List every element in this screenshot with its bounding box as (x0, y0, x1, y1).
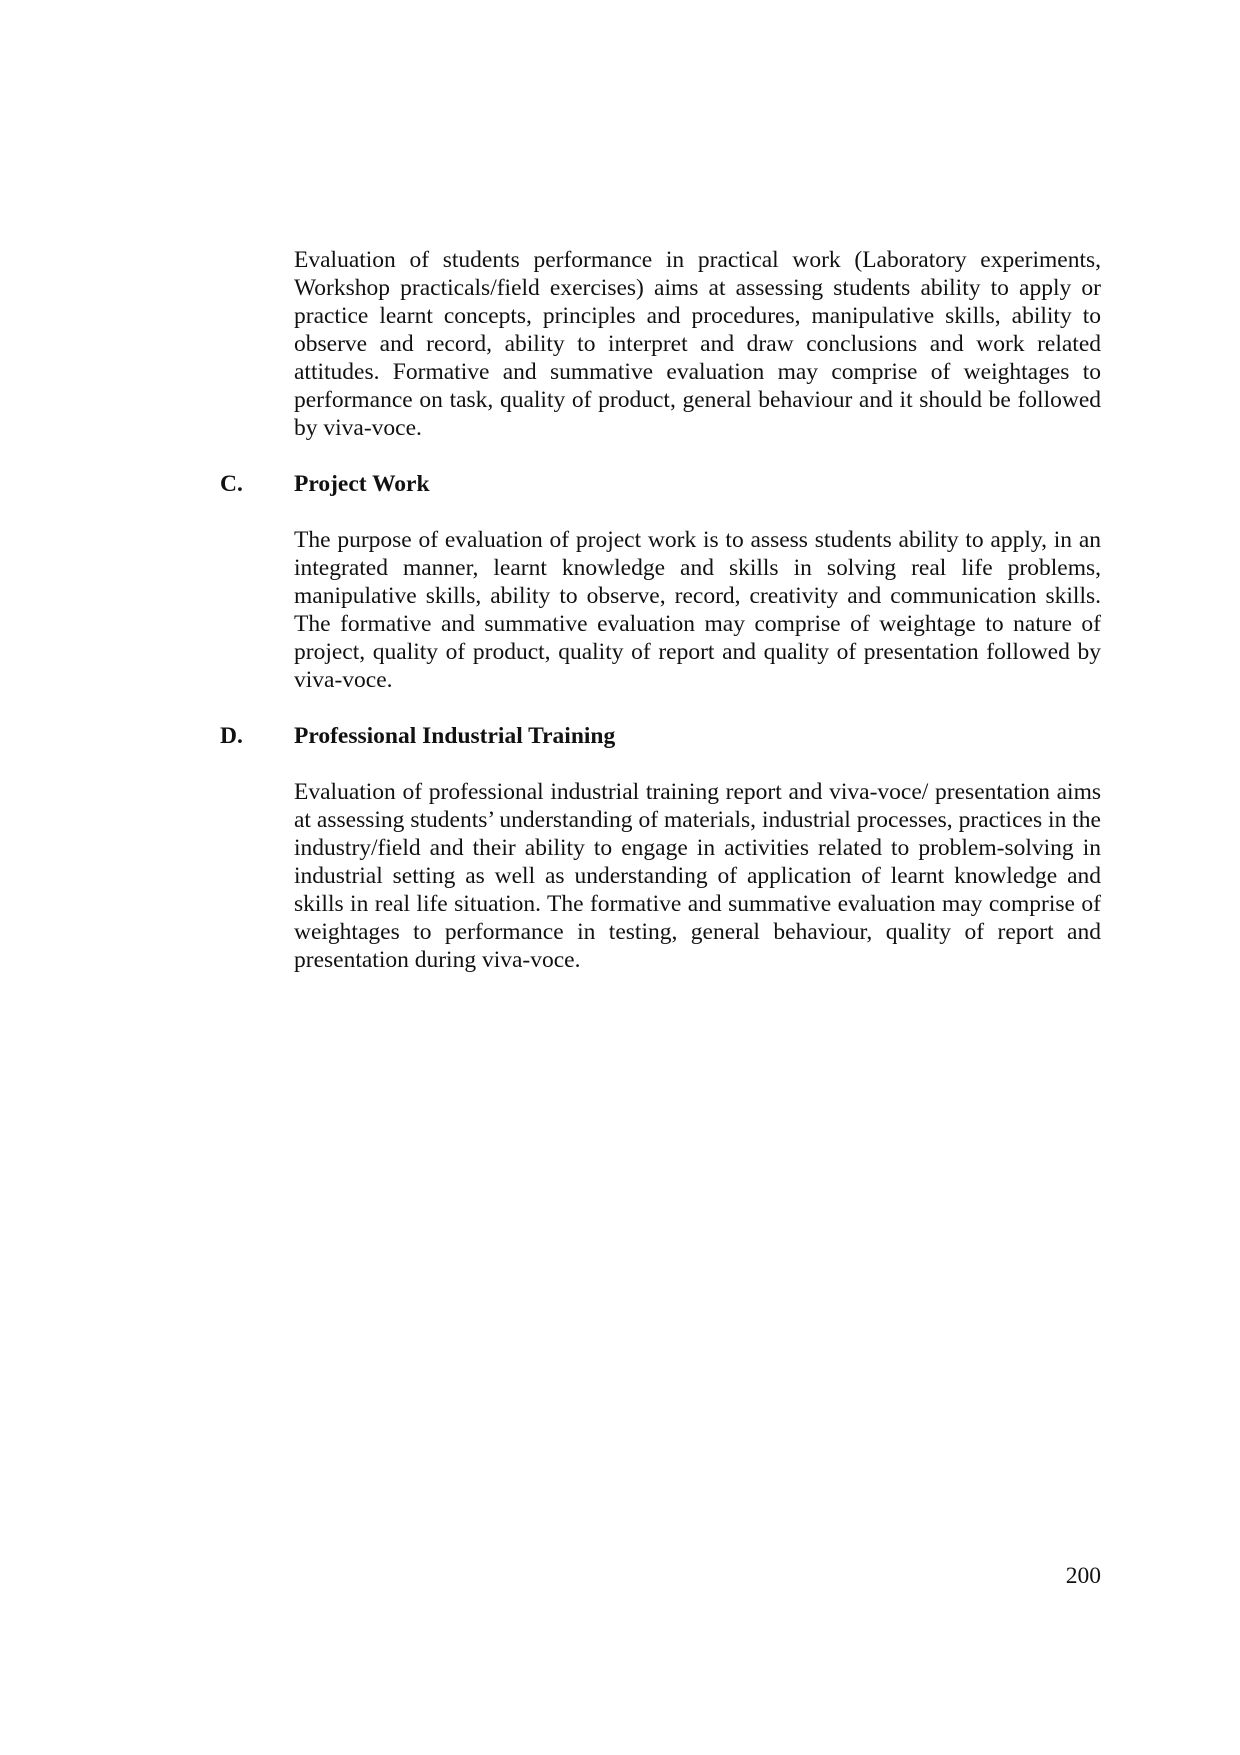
intro-paragraph: Evaluation of students performance in practical work (Laboratory experiments, Workshop practicals/field exercises) aims at assessing students ability to apply or practice learnt concepts, principles and procedures, manipulative skills, ability to observe and record, ability to interpret and draw conclusions and work related attitudes. Formative and summative evaluation may comprise of weightages to performance on task, quality of product, general behaviour and it should be followed by viva-voce. (294, 247, 1101, 441)
section-c-body: The purpose of evaluation of project work is to assess students ability to apply, in an integrated manner, learnt knowledge and skills in solving real life problems, manipulative skills, ability to observe, record, creativity and communication skills. The formative and summative evaluation may comprise of weightage to nature of project, quality of product, quality of report and quality of presentation followed by viva-voce. (294, 527, 1101, 693)
section-d-letter: D. (220, 723, 243, 749)
section-d-title: Professional Industrial Training (294, 723, 616, 749)
section-d-body: Evaluation of professional industrial training report and viva-voce/ presentation aims at assessing students’ understanding of materials, industrial processes, practices in the industry/field and their ability to engage in activities related to problem-solving in industrial setting as well as understanding of application of learnt knowledge and skills in real life situation. The formative and summative evaluation may comprise of weightages to performance in testing, general behaviour, quality of report and presentation during viva-voce. (294, 779, 1101, 973)
section-c-letter: C. (220, 471, 243, 497)
section-c-title: Project Work (294, 471, 430, 497)
page-number: 200 (1065, 1563, 1101, 1589)
